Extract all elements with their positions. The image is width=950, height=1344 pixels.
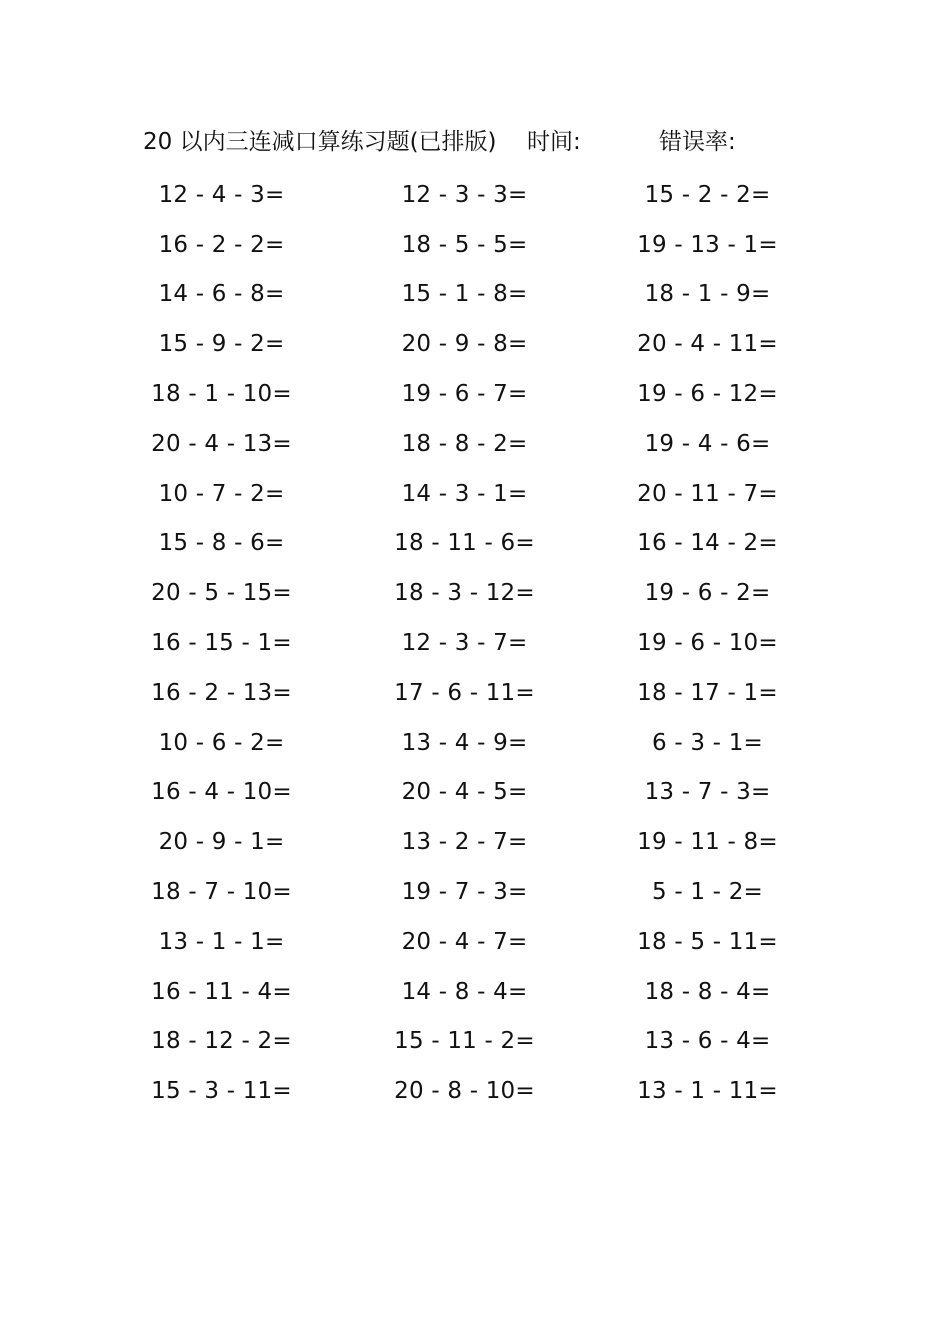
problem-item: 12 - 4 - 3= bbox=[158, 181, 285, 208]
problem-item: 13 - 7 - 3= bbox=[644, 779, 771, 806]
problem-item: 13 - 1 - 11= bbox=[637, 1078, 778, 1105]
problem-row bbox=[100, 718, 830, 768]
problem-item: 15 - 9 - 2= bbox=[158, 331, 285, 358]
problem-item: 20 - 9 - 1= bbox=[158, 829, 285, 856]
problem-row bbox=[100, 568, 830, 618]
error-rate-label: 错误率: bbox=[659, 129, 736, 155]
problem-row bbox=[100, 419, 830, 469]
problem-row bbox=[100, 170, 830, 220]
problem-row bbox=[100, 319, 830, 369]
problem-item: 18 - 8 - 4= bbox=[644, 978, 771, 1005]
problem-item: 15 - 3 - 11= bbox=[151, 1078, 292, 1105]
problem-item: 19 - 6 - 12= bbox=[637, 381, 778, 408]
problem-row bbox=[100, 519, 830, 569]
problem-row bbox=[100, 469, 830, 519]
problem-item: 18 - 7 - 10= bbox=[151, 879, 292, 906]
problem-item: 20 - 11 - 7= bbox=[637, 480, 778, 507]
problem-item: 19 - 11 - 8= bbox=[637, 829, 778, 856]
problem-item: 18 - 3 - 12= bbox=[394, 580, 535, 607]
problem-item: 14 - 6 - 8= bbox=[158, 281, 285, 308]
problem-row bbox=[100, 668, 830, 718]
problem-item: 13 - 6 - 4= bbox=[644, 1028, 771, 1055]
problem-item: 16 - 15 - 1= bbox=[151, 630, 292, 657]
problem-item: 18 - 11 - 6= bbox=[394, 530, 535, 557]
problem-item: 14 - 8 - 4= bbox=[401, 978, 528, 1005]
problem-item: 20 - 4 - 11= bbox=[637, 331, 778, 358]
problem-item: 13 - 1 - 1= bbox=[158, 928, 285, 955]
problem-item: 15 - 8 - 6= bbox=[158, 530, 285, 557]
problem-item: 16 - 11 - 4= bbox=[151, 978, 292, 1005]
problem-row bbox=[100, 867, 830, 917]
worksheet-header bbox=[0, 124, 950, 160]
problem-item: 12 - 3 - 7= bbox=[401, 630, 528, 657]
problem-item: 6 - 3 - 1= bbox=[651, 729, 763, 756]
problem-item: 18 - 8 - 2= bbox=[401, 430, 528, 457]
problem-item: 20 - 4 - 5= bbox=[401, 779, 528, 806]
problem-item: 15 - 2 - 2= bbox=[644, 181, 771, 208]
problem-item: 18 - 5 - 5= bbox=[401, 231, 528, 258]
problem-item: 19 - 13 - 1= bbox=[637, 231, 778, 258]
problem-item: 20 - 4 - 7= bbox=[401, 928, 528, 955]
problem-row bbox=[100, 817, 830, 867]
problem-row bbox=[100, 768, 830, 818]
problem-item: 13 - 2 - 7= bbox=[401, 829, 528, 856]
problem-row bbox=[100, 917, 830, 967]
problem-item: 18 - 12 - 2= bbox=[151, 1028, 292, 1055]
problem-item: 19 - 6 - 10= bbox=[637, 630, 778, 657]
problem-row bbox=[100, 369, 830, 419]
problem-item: 5 - 1 - 2= bbox=[651, 879, 763, 906]
problem-item: 16 - 2 - 2= bbox=[158, 231, 285, 258]
problem-item: 18 - 1 - 10= bbox=[151, 381, 292, 408]
problem-row bbox=[100, 967, 830, 1017]
problem-row bbox=[100, 270, 830, 320]
problem-item: 16 - 4 - 10= bbox=[151, 779, 292, 806]
problem-item: 13 - 4 - 9= bbox=[401, 729, 528, 756]
problem-item: 20 - 9 - 8= bbox=[401, 331, 528, 358]
problem-row bbox=[100, 220, 830, 270]
problem-row bbox=[100, 618, 830, 668]
problem-item: 18 - 17 - 1= bbox=[637, 679, 778, 706]
problem-item: 20 - 5 - 15= bbox=[151, 580, 292, 607]
problem-item: 10 - 7 - 2= bbox=[158, 480, 285, 507]
worksheet-title: 20 以内三连减口算练习题(已排版) bbox=[143, 129, 497, 155]
problem-item: 17 - 6 - 11= bbox=[394, 679, 535, 706]
problem-item: 10 - 6 - 2= bbox=[158, 729, 285, 756]
problem-item: 16 - 2 - 13= bbox=[151, 679, 292, 706]
problem-row bbox=[100, 1017, 830, 1067]
problem-item: 18 - 1 - 9= bbox=[644, 281, 771, 308]
problem-item: 20 - 4 - 13= bbox=[151, 430, 292, 457]
problem-row bbox=[100, 1066, 830, 1116]
time-label: 时间: bbox=[527, 129, 581, 155]
problem-item: 19 - 6 - 7= bbox=[401, 381, 528, 408]
problem-item: 16 - 14 - 2= bbox=[637, 530, 778, 557]
problem-item: 14 - 3 - 1= bbox=[401, 480, 528, 507]
problem-item: 15 - 11 - 2= bbox=[394, 1028, 535, 1055]
problem-item: 19 - 7 - 3= bbox=[401, 879, 528, 906]
problem-item: 12 - 3 - 3= bbox=[401, 181, 528, 208]
problem-item: 15 - 1 - 8= bbox=[401, 281, 528, 308]
problem-grid bbox=[100, 170, 830, 1116]
problem-item: 20 - 8 - 10= bbox=[394, 1078, 535, 1105]
problem-item: 19 - 6 - 2= bbox=[644, 580, 771, 607]
problem-item: 18 - 5 - 11= bbox=[637, 928, 778, 955]
problem-item: 19 - 4 - 6= bbox=[644, 430, 771, 457]
